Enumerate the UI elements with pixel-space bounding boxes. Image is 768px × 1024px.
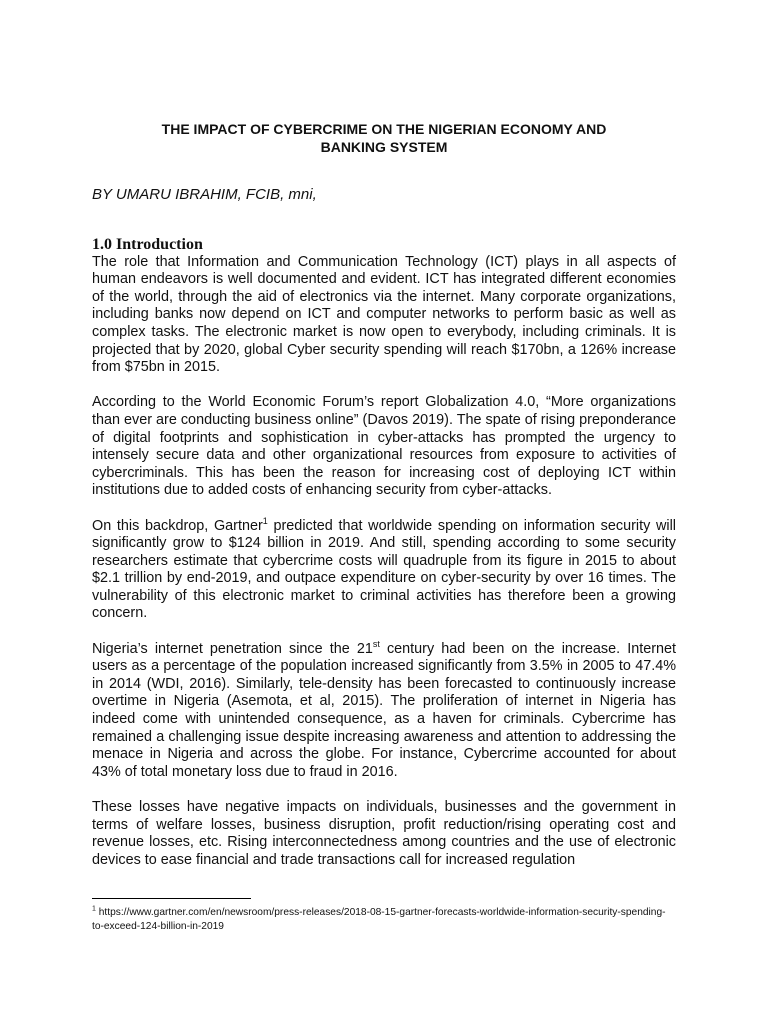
paragraph-5: These losses have negative impacts on individuals, businesses and the government in terms of welfare losses, business disruption, profit reduction/rising operating cost and revenue losses, etc. Rising interconnectedness among countries and the use of electronic devices to ease financial and trade transactions call for increased regulation <box>92 799 676 868</box>
section-heading: 1.0 Introduction <box>92 235 203 253</box>
ordinal-suffix: st <box>372 638 380 649</box>
paragraph-3 <box>92 515 676 624</box>
paragraph-3-rest: predicted that worldwide spending on information security will significantly grow to $124 billion in 2019. And still, spending according to some security researchers estimate that cybercrime costs will quadruple from its figure in 2015 to about $2.1 trillion by end-2019, and outpace expenditure on cyber-security by over 16 times. The vulnerability of this electronic market to criminal activities has therefore been a growing concern. <box>92 517 676 622</box>
paragraph-3-lead: On this backdrop, Gartner <box>92 517 263 534</box>
title-line-2: BANKING SYSTEM <box>320 139 448 155</box>
paragraph-4 <box>92 638 677 782</box>
footnote-divider <box>92 898 251 899</box>
paragraph-4-rest: century had been on the increase. Internet users as a percentage of the population increased significantly from 3.5% in 2005 to 47.4% in 2014 (WDI, 2016). Similarly, tele-density has been forecasted to continuously increase overtime in Nigeria (Asemota, et al, 2015). The proliferation of internet in Nigeria has indeed come with unintended consequence, as a haven for criminals. Cybercrime has remained a challenging issue despite increasing awareness and attention to addressing the menace in Nigeria and across the globe. For instance, Cybercrime accounted for about 43% of total monetary loss due to fraud in 2016. <box>92 640 677 780</box>
title-line-1: THE IMPACT OF CYBERCRIME ON THE NIGERIAN ECONOMY AND <box>161 121 607 137</box>
document-page <box>92 120 676 887</box>
document-title <box>92 120 676 156</box>
footnote-link[interactable]: https://www.gartner.com/en/newsroom/press-releases/2018-08-15-gartner-forecasts-worldwide-information-security-spending-to-exceed-124-billion-in-2019 <box>92 907 666 932</box>
paragraph-4-lead: Nigeria’s internet penetration since the 21 <box>92 640 373 657</box>
footnote <box>92 906 676 934</box>
footnote-reference[interactable]: 1 <box>262 515 268 526</box>
footnote-marker: 1 <box>92 905 96 913</box>
author-line: BY UMARU IBRAHIM, FCIB, mni, <box>92 186 317 203</box>
paragraph-1: The role that Information and Communication Technology (ICT) plays in all aspects of human endeavors is well documented and evident. ICT has integrated different economies of the world, through the aid of electronics via the internet. Many corporate organizations, including banks now depend on ICT and computer networks to perform basic as well as complex tasks. The electronic market is now open to everybody, including criminals. It is projected that by 2020, global Cyber security spending will reach $170bn, a 126% increase from $75bn in 2015. <box>92 253 676 376</box>
paragraph-2: According to the World Economic Forum’s report Globalization 4.0, “More organizations than ever are conducting business online” (Davos 2019). The spate of rising preponderance of digital footprints and sophistication in cyber-attacks has prompted the urgency to intensely secure data and other organizational resources from exposure to activities of cybercriminals. This has been the reason for increasing cost of deploying ICT within institutions due to added costs of enhancing security from cyber-attacks. <box>92 394 676 499</box>
